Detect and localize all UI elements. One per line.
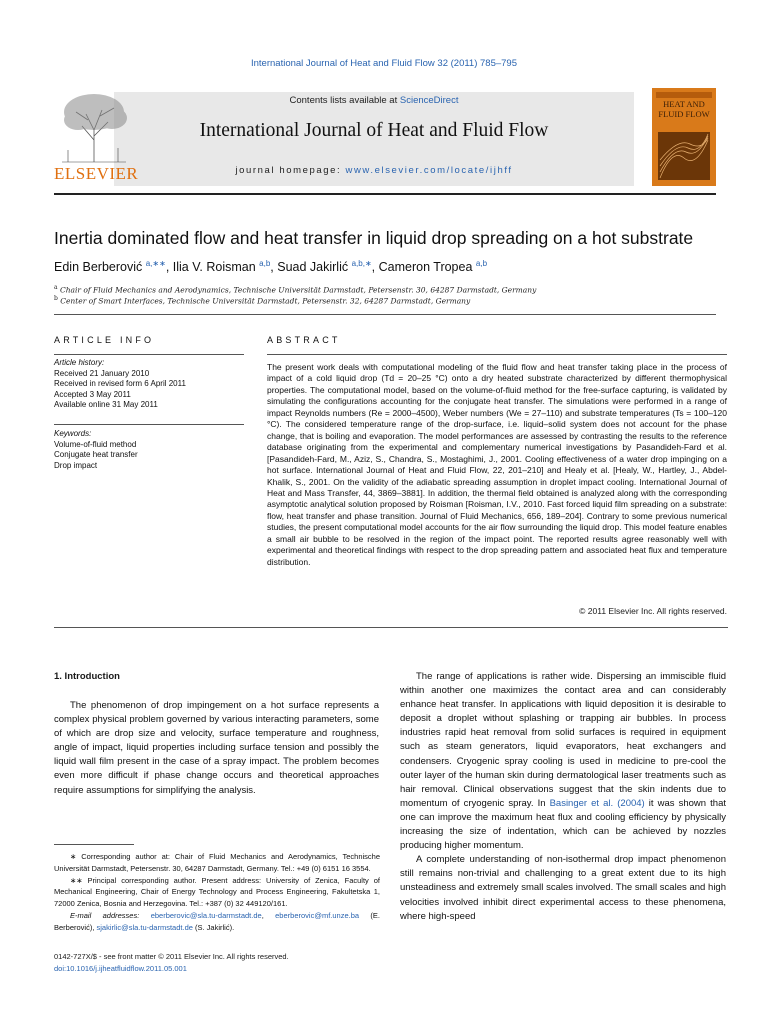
affiliation: [54, 295, 470, 306]
affiliation-mark: a: [54, 284, 58, 291]
history-item: Accepted 3 May 2011: [54, 389, 131, 399]
email-link[interactable]: sjakirlic@sla.tu-darmstadt.de: [96, 922, 193, 932]
intro-paragraph: A complete understanding of non-isothermal drop impact phenomenon still remains non-trivial and challenging to a great extent due to its high unsteadiness and extremely small scales involved. The small scales and high velocities involved inhibit direct experimental access to these phenomena, where high-speed: [400, 854, 726, 922]
front-matter: [54, 951, 384, 975]
doi-link[interactable]: doi:10.1016/j.ijheatfluidflow.2011.05.001: [54, 964, 187, 973]
author-affil-mark[interactable]: a,∗∗: [145, 259, 166, 268]
intro-right-column: [400, 670, 726, 924]
author-affil-mark[interactable]: a,b: [475, 259, 488, 268]
article-info-divider: [54, 354, 244, 355]
email-owner: (S. Jakirlić).: [192, 922, 235, 932]
email-owner: (E. Berberović),: [54, 910, 380, 932]
author-list: Edin Berberović $^{a,∗∗}$, Ilia V. Roisman $^{a,b}$, Suad Jakirlić $^{a,b,∗}$, Cameron Tropea $^{a,b}$: [54, 259, 488, 275]
affiliation-text: Chair of Fluid Mechanics and Aerodynamics, Technische Universität Darmstadt, Petersenstr. 30, 64287 Darmstadt, Germany: [59, 285, 537, 295]
author-name[interactable]: Edin Berberović: [54, 260, 143, 275]
abstract-bottom-divider: [54, 627, 728, 628]
abstract-text: The present work deals with computational modeling of the fluid flow and heat transfer taking place in the process of impact of a cold liquid drop (Td = 20–25 °C) onto a dry heated substrate characterized by different thermophysical properties. The computational model, based on the volume-of-fluid method for the free-surface capturing, is validated by simulating the configurations accounting for the conjugate heat transfer. The simulations were performed in a range of impact Reynolds numbers (Re = 2000–4500), Weber numbers (We = 27–110) and substrate temperatures (Ts = 100–120 °C). The considered temperature range of the drop-surface, i.e. liquid–solid system does not account for the phase change, that is boiling and evaporation. The model performances are assessed by contrasting the results to the reference database originating from the experimental and complementary numerical investigations by Pasandideh-Fard et al. [Pasandideh-Fard, M., Aziz, S., Chandra, S., Mostaghimi, J., 2001. Cooling effectiveness of a water drop impinging on a hot surface. International Journal of Heat and Fluid Flow, 22, 201–210] and Healy et al. [Healy, W., Hartley, J., Abdel-Khalik, S., 2001. On the validity of the adiabatic spreading assumption in droplet impact cooling. International Journal of Heat and Mass Transfer, 44, 3869–3881]. In addition, the thermal field obtained is analyzed along with the corresponding asymptotic analytical solution proposed by Roisman [Roisman, I.V., 2010. Fast forced liquid film spreading on a substrate: flow, heat transfer and phase transition. Journal of Fluid Mechanics, 656, 189–204]. Contrary to some previous numerical studies, the present computational model accounts for the air flow surrounding the liquid drop. This model feature enables a small air bubble to be resolved in the region of the impact point. The reported results agree reasonably well with experimental and theoretical findings with respect to the drop spreading pattern and associated heat flux and temperature distribution.: [267, 362, 727, 567]
affiliation-text: Center of Smart Interfaces, Technische Universität Darmstadt, Petersenstr. 32, 64287 Darmstadt, Germany: [60, 296, 471, 306]
keyword: Drop impact: [54, 460, 98, 470]
section-heading-introduction: 1. Introduction: [54, 671, 120, 682]
email-link[interactable]: eberberovic@sla.tu-darmstadt.de: [150, 910, 262, 920]
affiliation-mark: b: [54, 295, 58, 302]
intro-paragraph: The phenomenon of drop impingement on a hot surface represents a complex physical problem governed by various interacting parameters, some of which are drop size and velocity, surface temperature and roughness, angle of impact, liquid properties including surface tension and possibly the liquid wall film present in the case of a spray impact. The problem becomes even more difficult if phase change occurs and theoretical approaches require assumptions for simplifying the analysis.: [54, 700, 379, 796]
journal-homepage: [114, 165, 634, 176]
history-item: Received 21 January 2010: [54, 368, 150, 378]
paper-title: Inertia dominated flow and heat transfer in liquid drop spreading on a hot substrate: [54, 228, 694, 248]
email-label: E-mail addresses:: [70, 910, 151, 920]
cover-title-line1: HEAT AND: [663, 99, 705, 109]
header-divider: [54, 193, 716, 195]
intro-text: it was shown that one can improve the maximum heat flux and cooling efficiency by physically increasing the size of indentation, which can be achieved by nozzles producing higher momentum.: [400, 797, 726, 852]
abstract-copyright: © 2011 Elsevier Inc. All rights reserved.: [579, 606, 727, 616]
homepage-link[interactable]: www.elsevier.com/locate/ijhff: [345, 165, 513, 176]
keyword: Conjugate heat transfer: [54, 450, 138, 459]
author-name[interactable]: Suad Jakirlić: [277, 260, 349, 275]
affiliation: [54, 284, 536, 295]
intro-paragraph: [400, 670, 726, 853]
author-name[interactable]: Ilia V. Roisman: [172, 260, 256, 275]
footnote-principal: ∗∗ Principal corresponding author. Present address: University of Zenica, Faculty of Mechanical Engineering, Chair of Energy Technology and Process Engineering, Fakultetska 1, 72000 Zenica, Bosnia and Herzegovina. Tel.: +387 (0) 32 449120/161.: [54, 875, 380, 909]
keyword: Volume-of-fluid method: [54, 439, 137, 449]
author-affil-mark[interactable]: a,b,∗: [351, 259, 372, 268]
abstract-divider: [267, 354, 727, 355]
issn-line: 0142-727X/$ - see front matter © 2011 Elsevier Inc. All rights reserved.: [54, 952, 289, 961]
keywords: [54, 429, 244, 471]
cover-title-line2: FLUID FLOW: [658, 109, 710, 119]
intro-left-column: [54, 699, 379, 798]
journal-title: International Journal of Heat and Fluid Flow: [199, 120, 549, 141]
author-name[interactable]: Cameron Tropea: [378, 260, 473, 275]
history-item: Available online 31 May 2011: [54, 400, 158, 409]
sciencedirect-link[interactable]: ScienceDirect: [399, 95, 459, 106]
history-item: Received in revised form 6 April 2011: [54, 379, 186, 388]
contents-line: [114, 95, 634, 106]
elsevier-logo-text: ELSEVIER: [54, 164, 139, 183]
footnote-rule: [54, 844, 134, 845]
email-link[interactable]: eberberovic@mf.unze.ba: [275, 910, 360, 920]
footnote-corresponding: ∗ Corresponding author at: Chair of Fluid Mechanics and Aerodynamics, Technische Universität Darmstadt, Petersenstr. 30, 64287 Darmstadt, Germany. Tel.: +49 (0) 6151 16 3554.: [54, 852, 380, 873]
cover-title: [654, 99, 714, 119]
title-divider: [54, 314, 716, 315]
history-label: Article history:: [54, 358, 105, 367]
author-affil-mark[interactable]: a,b: [259, 259, 271, 268]
article-history: [54, 358, 244, 411]
keywords-label: Keywords:: [54, 429, 92, 438]
article-info-heading: ARTICLE INFO: [54, 335, 155, 345]
abstract-heading: ABSTRACT: [267, 335, 341, 345]
citation-link[interactable]: Basinger et al. (2004): [549, 797, 645, 809]
journal-citation[interactable]: International Journal of Heat and Fluid Flow 32 (2011) 785–795: [251, 58, 517, 69]
keywords-divider: [54, 424, 244, 425]
homepage-prefix: journal homepage:: [235, 165, 346, 176]
footnotes: [54, 851, 380, 934]
contents-prefix: Contents lists available at: [289, 95, 400, 106]
footnote-emails: E-mail addresses: eberberovic@sla.tu-darmstadt.de, eberberovic@mf.unze.ba (E. Berberović), sjakirlic@sla.tu-darmstadt.de (S. Jakirlić).: [54, 910, 380, 932]
intro-text: The range of applications is rather wide. Dispersing an immiscible fluid within another one maximizes the contact area and can considerably enhance heat transfer. In applications with liquid deposition it is desirable to deposit a droplet without splashing or trapping air bubbles. In process industries rapid heat removal from solid surfaces is required in equipment such as steam generators, liquid evaporators, heat exchangers and condensers. Cryogenic spray cooling is used in medicine to pre-cool the outer layer of the human skin during dermatological laser treatments such as hair removal. Clinical observations suggest that the skin indents due to momentum of cryogenic spray. In: [400, 671, 726, 809]
